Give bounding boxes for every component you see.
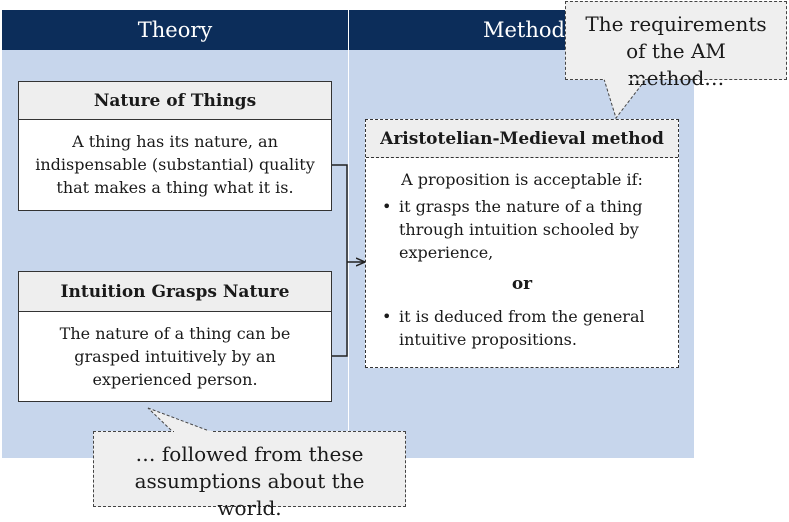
theory-header: Theory	[2, 10, 348, 50]
callout-assumptions-text: … followed from these assumptions about the world.	[134, 442, 365, 520]
am-method-title: Aristotelian-Medieval method	[366, 120, 678, 158]
nature-of-things-text: A thing has its nature, an indispensable (substantial) quality that makes a thing what it is.	[35, 132, 315, 197]
condition-intuition: • it grasps the nature of a thing through intuition schooled by experience,	[376, 195, 668, 264]
intuition-grasps-nature-title: Intuition Grasps Nature	[19, 272, 331, 312]
condition-deduction: • it is deduced from the general intuitive propositions.	[376, 305, 668, 351]
nature-of-things-title: Nature of Things	[19, 82, 331, 120]
callout-requirements-text: The requirements of the AM method…	[585, 12, 767, 90]
intuition-grasps-nature-text: The nature of a thing can be grasped intuitively by an experienced person.	[59, 324, 291, 389]
method-header-label: Method	[483, 18, 565, 42]
am-method-intro: A proposition is acceptable if:	[401, 170, 643, 189]
or-connector: or	[511, 274, 533, 294]
